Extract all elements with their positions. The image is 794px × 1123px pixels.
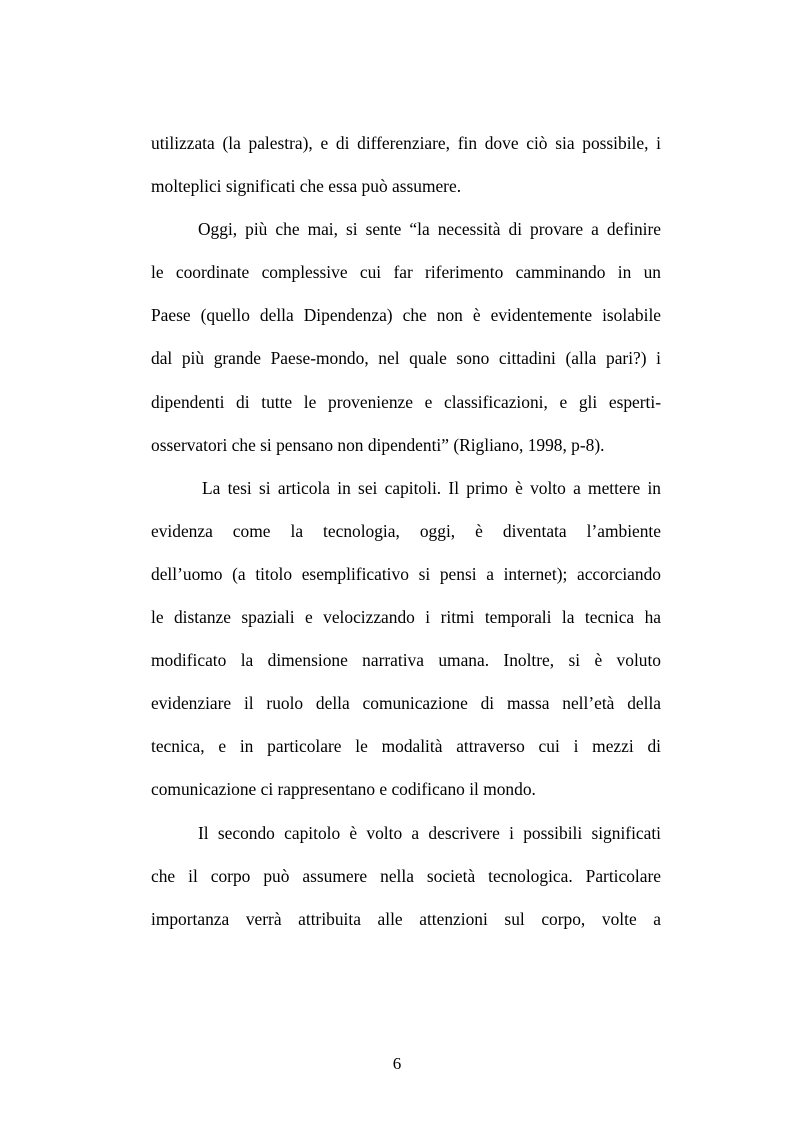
text-line: che il corpo può assumere nella società tecnologica. Particolare [151, 865, 661, 886]
body-text [151, 122, 661, 941]
text-line: osservatori che si pensano non dipendenti” (Rigliano, 1998, p-8). [151, 434, 605, 455]
paragraph-2 [151, 208, 661, 467]
text-line: tecnica, e in particolare le modalità attraverso cui i mezzi di [151, 736, 661, 757]
text-line: dell’uomo (a titolo esemplificativo si pensi a internet); accorciando [151, 563, 661, 584]
text-line: utilizzata (la palestra), e di differenziare, fin dove ciò sia possibile, i [151, 133, 661, 153]
text-line: Paese (quello della Dipendenza) che non è evidentemente isolabile [151, 305, 661, 326]
text-line: Oggi, più che mai, si sente “la necessità di provare a definire [198, 219, 661, 240]
text-line: La tesi si articola in sei capitoli. Il primo è volto a mettere in [202, 477, 661, 498]
text-line: dal più grande Paese-mondo, nel quale sono cittadini (alla pari?) i [151, 348, 661, 369]
text-line: modificato la dimensione narrativa umana. Inoltre, si è voluto [151, 650, 661, 671]
page-number: 6 [392, 1054, 402, 1073]
paragraph-3 [151, 467, 661, 812]
text-line: comunicazione ci rappresentano e codificano il mondo. [151, 779, 536, 800]
text-line: importanza verrà attribuita alle attenzioni sul corpo, volte a [151, 908, 661, 929]
text-line: le coordinate complessive cui far riferimento camminando in un [151, 262, 661, 283]
text-line: evidenziare il ruolo della comunicazione di massa nell’età della [151, 693, 661, 714]
paragraph-4 [151, 812, 661, 941]
text-line: evidenza come la tecnologia, oggi, è diventata l’ambiente [151, 520, 661, 541]
paragraph-1 [151, 122, 661, 208]
text-line: molteplici significati che essa può assumere. [151, 176, 462, 197]
text-line: dipendenti di tutte le provenienze e classificazioni, e gli esperti- [151, 391, 661, 412]
text-line: le distanze spaziali e velocizzando i ritmi temporali la tecnica ha [151, 607, 661, 628]
text-line: Il secondo capitolo è volto a descrivere i possibili significati [198, 822, 661, 843]
